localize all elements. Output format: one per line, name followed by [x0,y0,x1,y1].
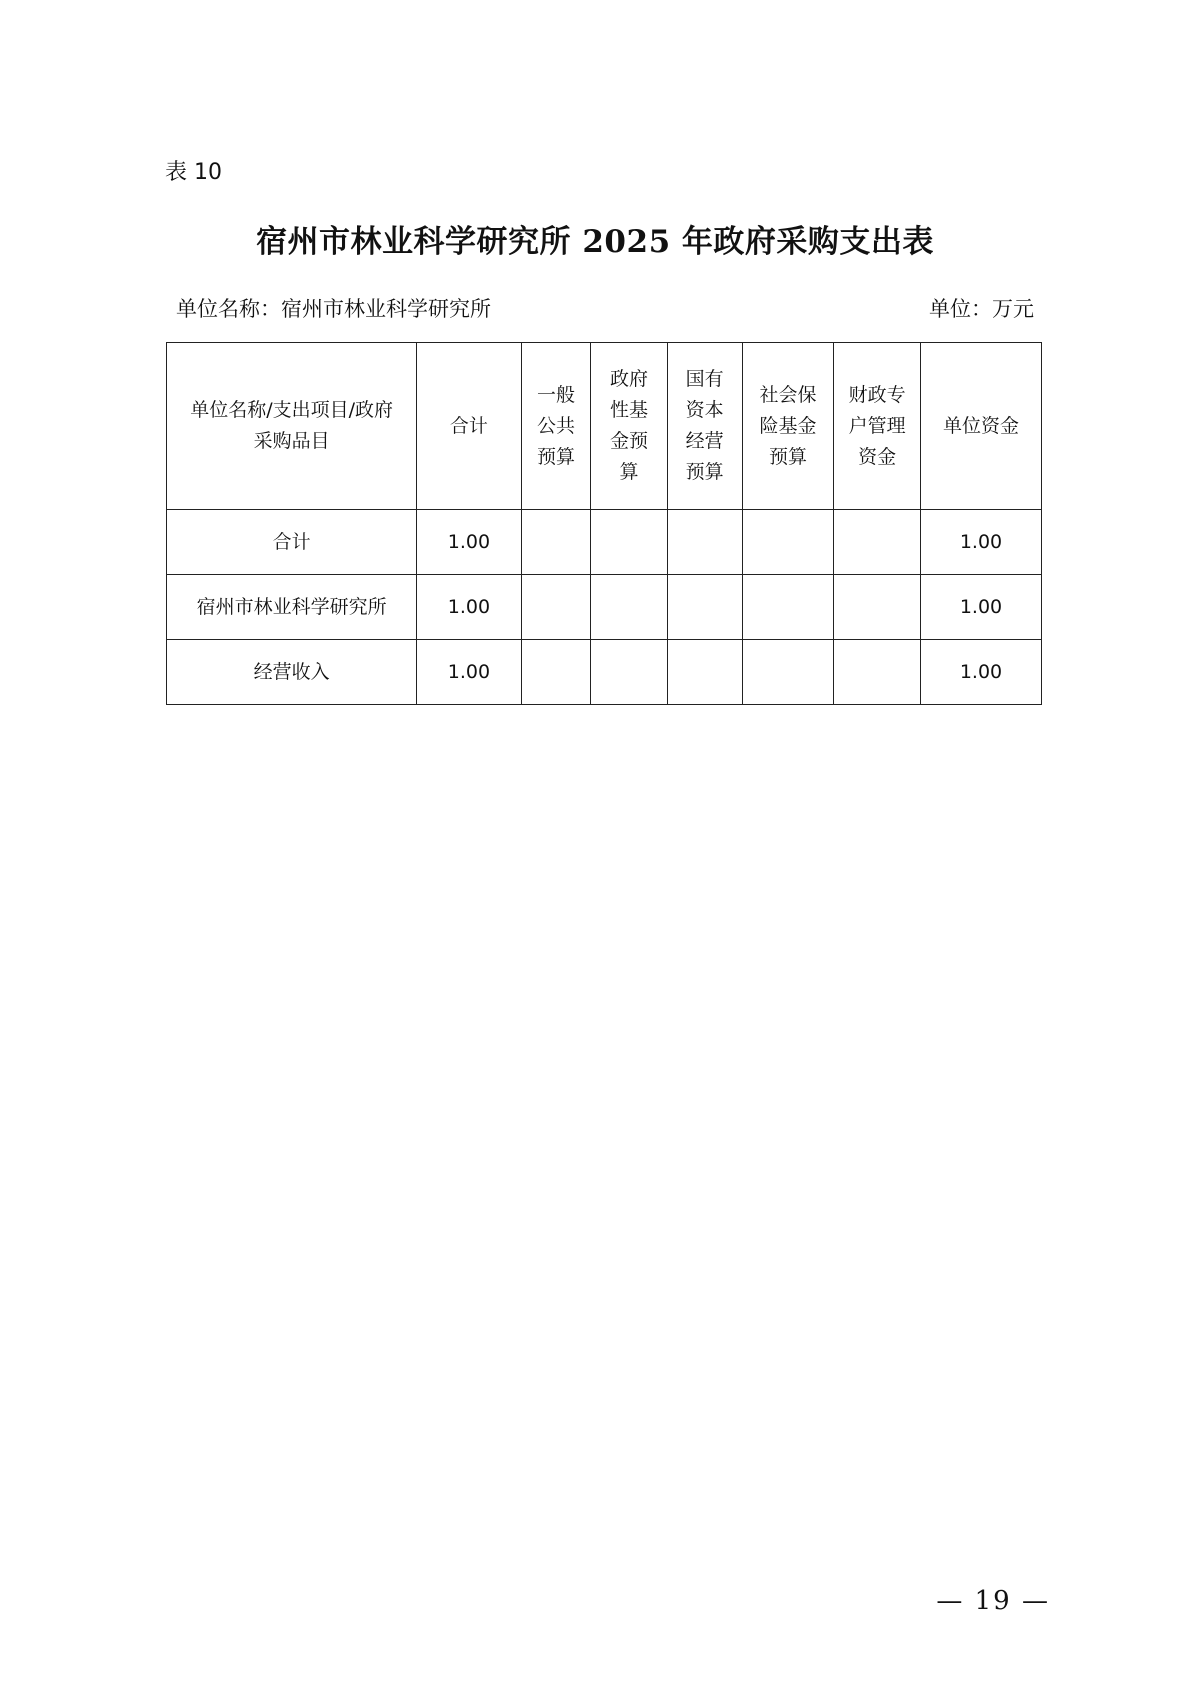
cell-total: 1.00 [417,575,521,640]
cell-unit-funds: 1.00 [920,510,1041,575]
header-unit-funds: 单位资金 [920,343,1041,510]
cell-fiscal-special-account [834,575,921,640]
cell-total: 1.00 [417,510,521,575]
currency-unit-label: 单位：万元 [929,297,1034,321]
cell-fiscal-special-account [834,640,921,705]
table-header-row [167,343,1042,510]
cell-general-public-budget [521,510,591,575]
cell-social-insurance-budget [742,575,834,640]
cell-general-public-budget [521,640,591,705]
header-social-insurance-budget: 社会保险基金预算 [742,343,834,510]
document-title: 宿州市林业科学研究所 2025 年政府采购支出表 [256,224,934,260]
cell-general-public-budget [521,575,591,640]
header-fiscal-special-account: 财政专户管理资金 [834,343,921,510]
table-row [167,640,1042,705]
cell-government-fund-budget [591,640,667,705]
header-general-public-budget: 一般公共预算 [521,343,591,510]
cell-fiscal-special-account [834,510,921,575]
unit-name-line: 单位名称：宿州市林业科学研究所 [176,297,491,321]
cell-item: 宿州市林业科学研究所 [167,575,417,640]
header-total: 合计 [417,343,521,510]
cell-social-insurance-budget [742,510,834,575]
cell-social-insurance-budget [742,640,834,705]
cell-state-capital-budget [667,640,742,705]
cell-unit-funds: 1.00 [920,575,1041,640]
cell-item: 合计 [167,510,417,575]
procurement-expenditure-table [166,342,1042,705]
cell-state-capital-budget [667,510,742,575]
cell-state-capital-budget [667,575,742,640]
header-government-fund-budget: 政府性基金预算 [591,343,667,510]
table-row [167,510,1042,575]
header-state-capital-budget: 国有资本经营预算 [667,343,742,510]
cell-total: 1.00 [417,640,521,705]
cell-government-fund-budget [591,510,667,575]
table-row [167,575,1042,640]
cell-government-fund-budget [591,575,667,640]
table-number-label: 表 10 [165,160,222,185]
cell-unit-funds: 1.00 [920,640,1041,705]
header-unit-item: 单位名称/支出项目/政府采购品目 [167,343,417,510]
page-number: — 19 — [936,1586,1050,1616]
cell-item: 经营收入 [167,640,417,705]
